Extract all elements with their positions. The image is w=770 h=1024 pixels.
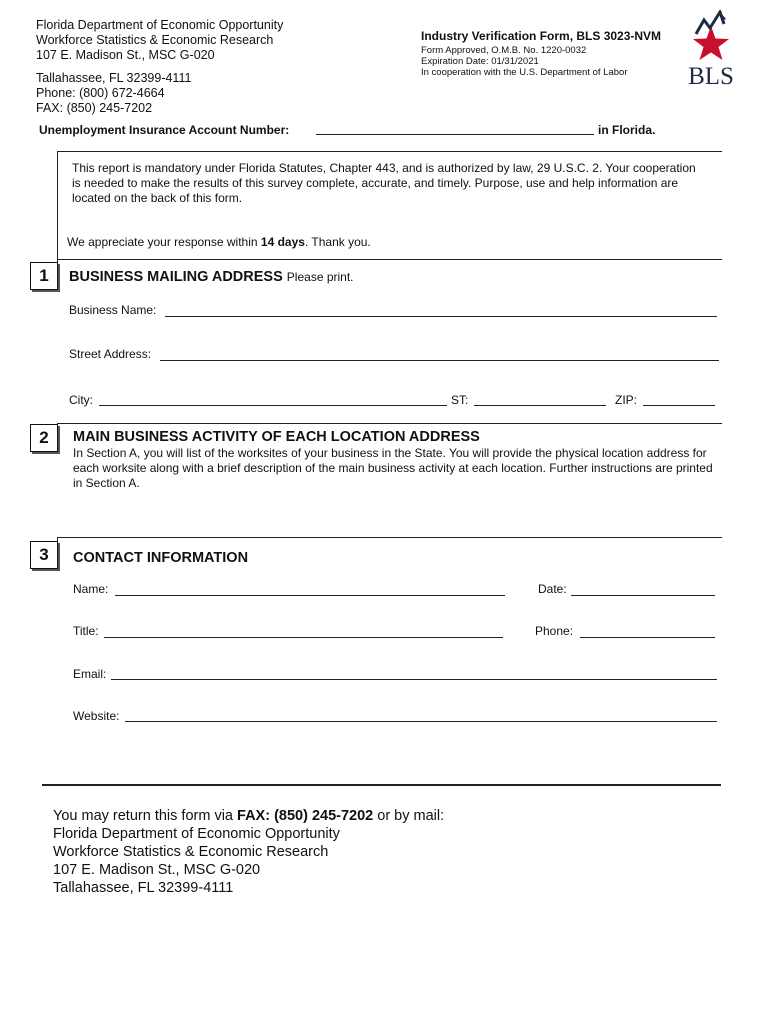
form-title: Industry Verification Form, BLS 3023-NVM	[421, 29, 662, 43]
mail-city: Tallahassee, FL 32399-4111	[53, 880, 234, 896]
account-label: Unemployment Insurance Account Number:	[39, 123, 290, 137]
contact-name-label: Name:	[73, 582, 109, 596]
phone-label: Phone:	[535, 624, 574, 638]
section3-number-box: 3	[30, 541, 58, 569]
footer-divider	[42, 784, 721, 786]
section3-rule	[57, 537, 722, 538]
zip-field[interactable]	[643, 405, 715, 406]
form-cooperation: In cooperation with the U.S. Department of Labor	[421, 67, 628, 78]
response-request: We appreciate your response within 14 days. Thank you.	[67, 235, 371, 249]
section2-instructions: In Section A, you will list of the worksites of your business in the State. You will provide the physical location address for each worksite along with a brief description of the main business activity at each location. Further instructions are printed in Section A.	[73, 446, 713, 490]
mail-division: Workforce Statistics & Economic Research	[53, 844, 329, 860]
state-label: ST:	[451, 393, 469, 407]
return-via-fax: You may return this form via FAX: (850) 245-7202 or by mail:	[53, 808, 445, 824]
contact-name-field[interactable]	[115, 595, 505, 596]
date-label: Date:	[538, 582, 567, 596]
form-approval: Form Approved, O.M.B. No. 1220-0032	[421, 45, 587, 56]
agency-name: Florida Department of Economic Opportunity	[36, 18, 284, 32]
agency-division: Workforce Statistics & Economic Research	[36, 33, 274, 47]
street-address-field[interactable]	[160, 360, 719, 361]
section2-number-box: 2	[30, 424, 58, 452]
section1-rule	[57, 259, 722, 260]
section2-rule	[57, 423, 722, 424]
mandatory-notice: This report is mandatory under Florida Statutes, Chapter 443, and is authorized by law, 29 U.S.C. 2. Your cooperation is needed to make the results of this survey complete, accurate, and timely. Purpose, use and help information are located on the back of this form.	[72, 161, 696, 205]
agency-address-block	[36, 18, 283, 116]
agency-phone: Phone: (800) 672-4664	[36, 86, 165, 100]
business-name-field[interactable]	[165, 316, 717, 317]
date-field[interactable]	[571, 595, 715, 596]
intro-left-border	[57, 151, 58, 259]
email-field[interactable]	[111, 679, 717, 680]
section3-heading: CONTACT INFORMATION	[73, 550, 249, 566]
bls-logo	[680, 10, 742, 88]
street-address-label: Street Address:	[69, 347, 152, 361]
agency-city: Tallahassee, FL 32399-4111	[36, 71, 192, 85]
account-suffix: in Florida.	[598, 123, 656, 137]
state-field[interactable]	[474, 405, 606, 406]
account-number-field[interactable]	[316, 134, 594, 135]
city-label: City:	[69, 393, 93, 407]
section1-heading: BUSINESS MAILING ADDRESS Please print.	[69, 269, 354, 285]
agency-fax: FAX: (850) 245-7202	[36, 101, 153, 115]
section2-heading: MAIN BUSINESS ACTIVITY OF EACH LOCATION ADDRESS	[73, 429, 480, 445]
business-name-label: Business Name:	[69, 303, 157, 317]
mail-street: 107 E. Madison St., MSC G-020	[53, 862, 261, 878]
form-header	[421, 29, 661, 78]
agency-street: 107 E. Madison St., MSC G-020	[36, 48, 215, 62]
email-label: Email:	[73, 667, 107, 681]
contact-title-label: Title:	[73, 624, 99, 638]
contact-title-field[interactable]	[104, 637, 503, 638]
mail-agency: Florida Department of Economic Opportunity	[53, 826, 340, 842]
form-expiration: Expiration Date: 01/31/2021	[421, 56, 539, 67]
section1-number-box: 1	[30, 262, 58, 290]
zip-label: ZIP:	[615, 393, 638, 407]
phone-field[interactable]	[580, 637, 715, 638]
logo-text: BLS	[688, 63, 734, 88]
city-field[interactable]	[99, 405, 447, 406]
return-instructions	[53, 807, 444, 897]
website-field[interactable]	[125, 721, 717, 722]
website-label: Website:	[73, 709, 120, 723]
header-divider	[57, 151, 722, 152]
